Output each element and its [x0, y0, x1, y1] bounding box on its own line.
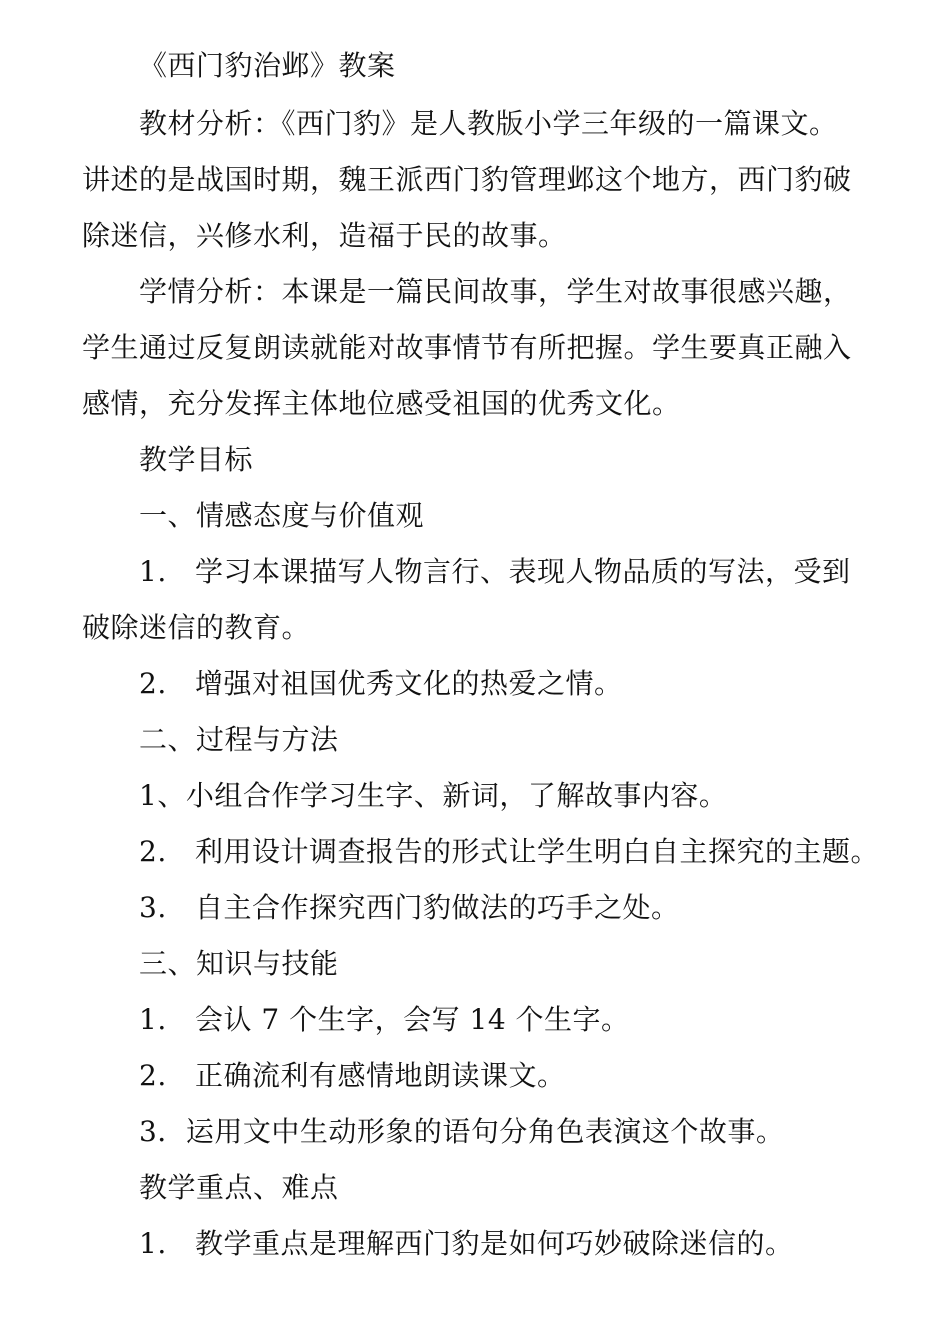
section-3-item-1: [139, 1000, 630, 1040]
student-analysis-line-1: 学情分析：本课是一篇民间故事，学生对故事很感兴趣，: [139, 275, 852, 308]
student-analysis-line-3: 感情，充分发挥主体地位感受祖国的优秀文化。: [82, 387, 681, 420]
item-number: 2.: [139, 667, 167, 700]
item-number: 2.: [139, 835, 167, 868]
item-text: 学习本课描写人物言行、表现人物品质的写法，受到: [195, 555, 851, 588]
section-3-item-2: [139, 1056, 566, 1096]
student-analysis-line-2: 学生通过反复朗读就能对故事情节有所把握。学生要真正融入: [82, 331, 852, 364]
item-text: 会认 7 个生字，会写 14 个生字。: [195, 1003, 630, 1036]
material-analysis-line-1: 教材分析：《西门豹》是人教版小学三年级的一篇课文。: [139, 107, 838, 140]
item-number: 1.: [139, 1003, 167, 1036]
section-1-item-1-continued: 破除迷信的教育。: [82, 611, 311, 644]
item-number: 1.: [139, 555, 167, 588]
section-2-item-3: [139, 888, 680, 928]
material-analysis-line-3: 除迷信，兴修水利，造福于民的故事。: [82, 219, 567, 252]
key-points-item-1: [139, 1224, 794, 1264]
material-analysis-line-2: 讲述的是战国时期，魏王派西门豹管理邺这个地方，西门豹破: [82, 163, 852, 196]
section-3-heading: 三、知识与技能: [139, 947, 339, 980]
section-1-heading: 一、情感态度与价值观: [139, 499, 425, 532]
item-number: 2.: [139, 1059, 167, 1092]
item-text: 利用设计调查报告的形式让学生明白自主探究的主题。: [195, 835, 880, 868]
objectives-heading: 教学目标: [139, 443, 254, 476]
item-number: 1.: [139, 1227, 167, 1260]
document-title: 《西门豹治邺》教案: [139, 49, 396, 82]
section-2-item-2: [139, 832, 879, 872]
item-text: 教学重点是理解西门豹是如何巧妙破除迷信的。: [195, 1227, 794, 1260]
section-1-item-2: [139, 664, 623, 704]
item-text: 正确流利有感情地朗读课文。: [195, 1059, 566, 1092]
item-text: 增强对祖国优秀文化的热爱之情。: [195, 667, 623, 700]
section-2-item-1: 1、小组合作学习生字、新词，了解故事内容。: [139, 779, 728, 812]
section-2-heading: 二、过程与方法: [139, 723, 339, 756]
section-1-item-1: [139, 552, 851, 592]
key-points-heading: 教学重点、难点: [139, 1171, 339, 1204]
item-number: 3.: [139, 891, 167, 924]
item-text: 自主合作探究西门豹做法的巧手之处。: [195, 891, 680, 924]
section-3-item-3: 3．运用文中生动形象的语句分角色表演这个故事。: [139, 1115, 785, 1148]
